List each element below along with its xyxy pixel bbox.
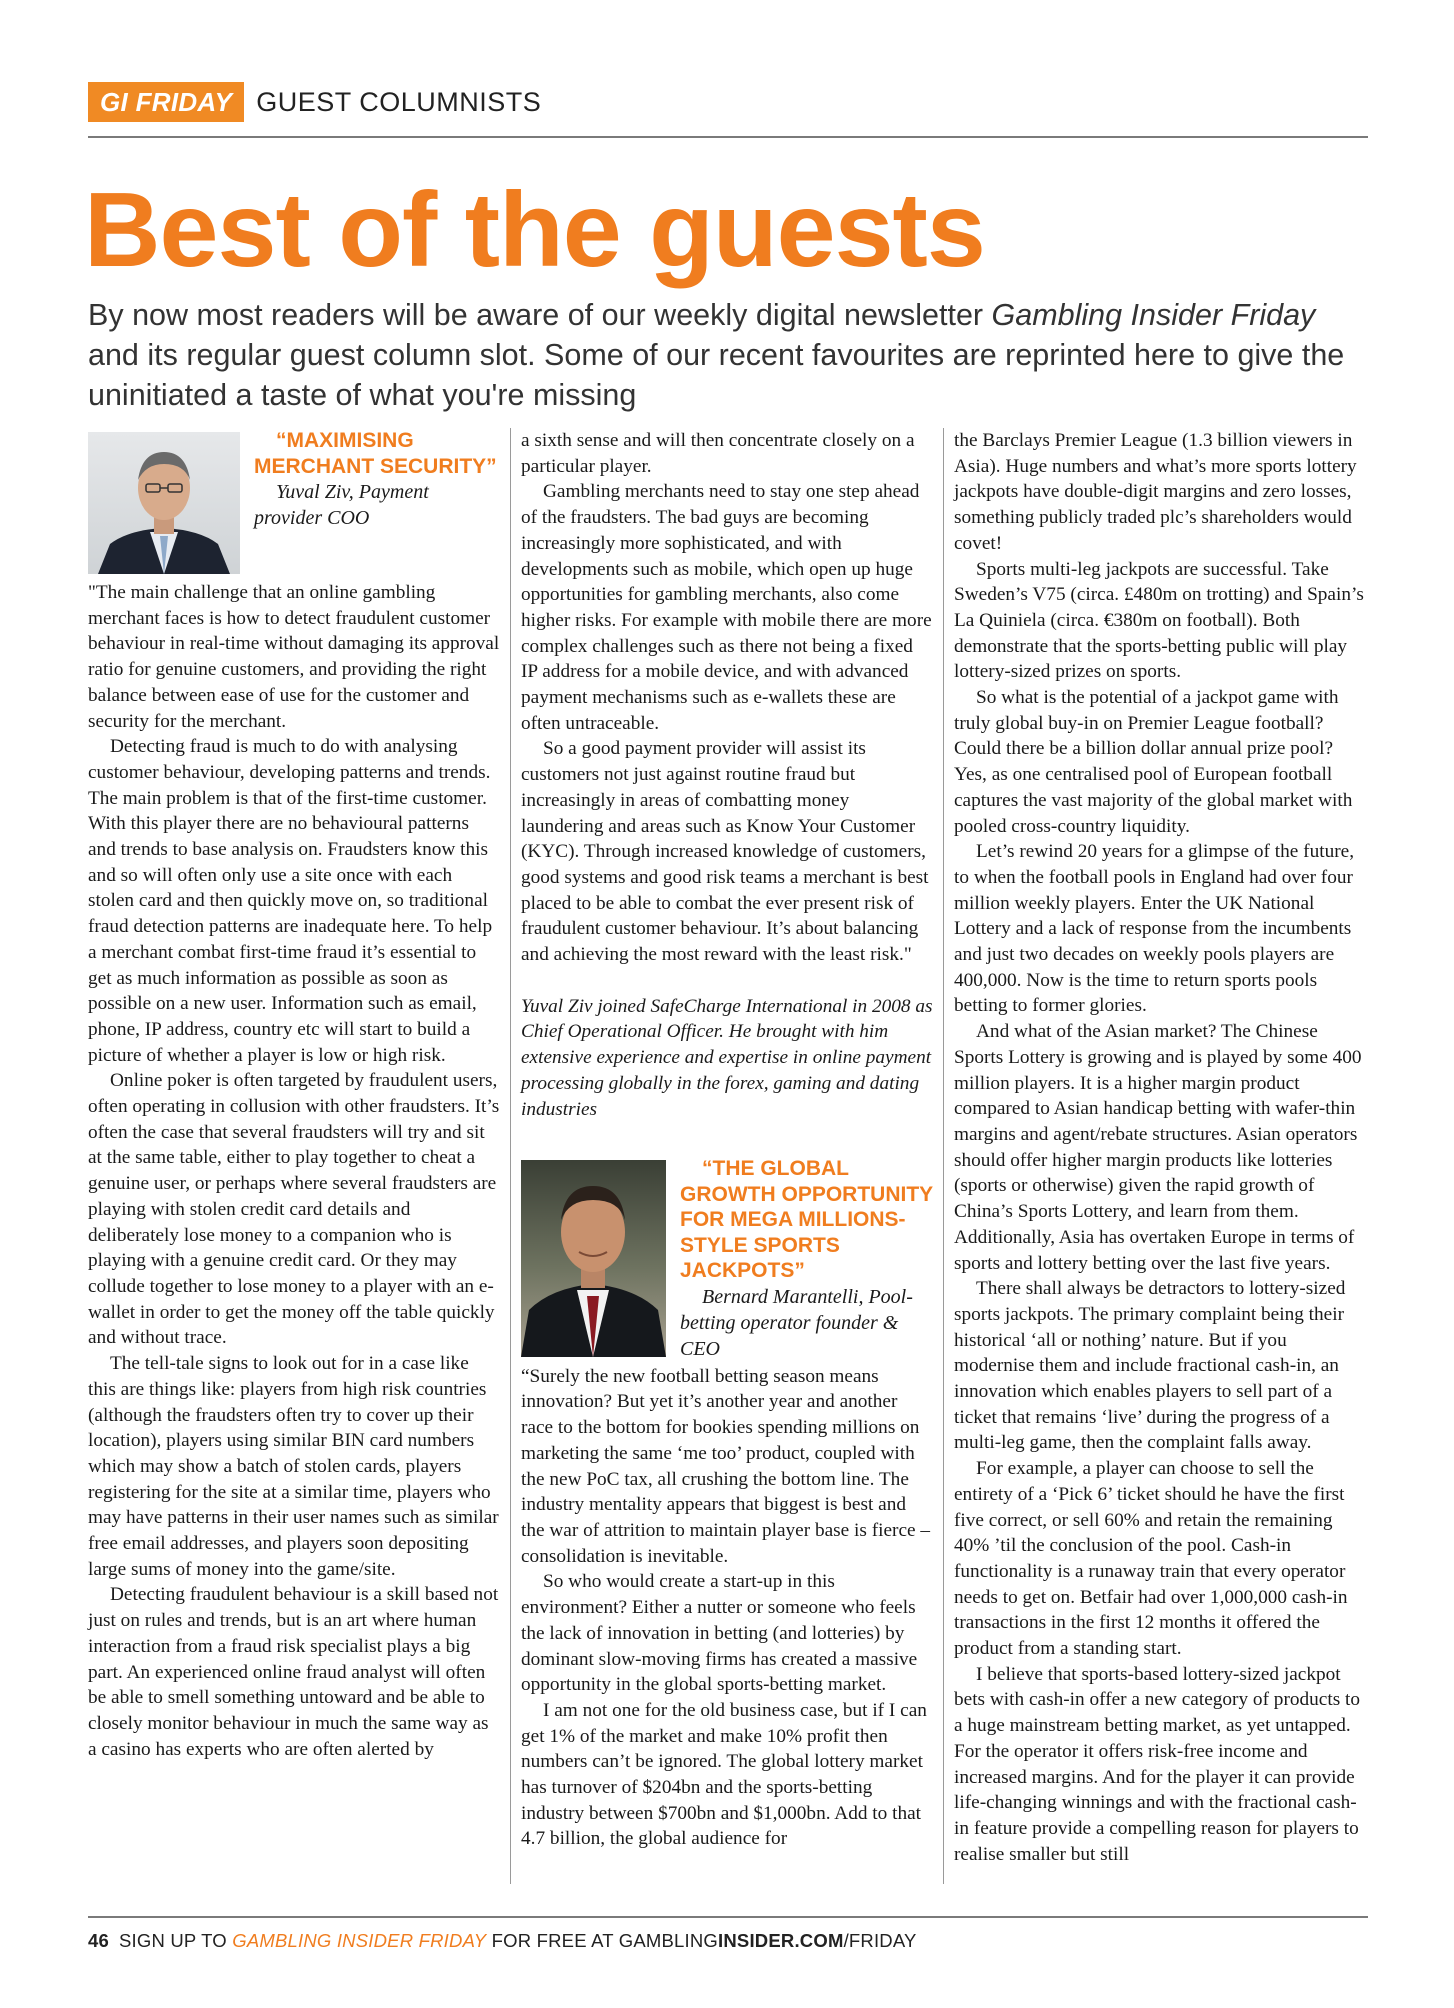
header-rule <box>88 136 1368 138</box>
page-number: 46 <box>88 1930 109 1951</box>
article2-paragraph: So who would create a start-up in this environment? Either a nutter or someone who feels the lack of innovation in betting (and lotteries) by dominant slow-moving firms has created a massive opportunity in the global sports-betting market. <box>521 1571 918 1696</box>
article2-paragraph: I am not one for the old business case, but if I can get 1% of the market and make 10% profit then numbers can’t be ignored. The global lottery market has turnover of $204bn and the sports-betting industry between $700bn and $1,000bn. Add to that 4.7 billion, the global audience for <box>521 1699 927 1850</box>
column-3 <box>954 428 1366 1867</box>
article2-paragraph: Let’s rewind 20 years for a glimpse of the future, to when the football pools in England had over four million weekly players. Enter the UK National Lottery and a lack of response from the incumbents and just two decades on weekly pools players are 400,000. Now is the time to return sports pools betting to former glories. <box>954 841 1355 1017</box>
article2-paragraph: Sports multi-leg jackpots are successful. Take Sweden’s V75 (circa. £480m on trotting) and Spain’s La Quiniela (circa. €380m on football). Both demonstrate that the sports-betting public will play lottery-sized prizes on sports. <box>954 558 1364 683</box>
footer-url-domain[interactable]: INSIDER.COM <box>718 1930 844 1951</box>
author-photo-bernard-marantelli <box>521 1160 666 1357</box>
standfirst-text-1: By now most readers will be aware of our weekly digital newsletter <box>88 298 992 332</box>
article1-paragraph: "The main challenge that an online gambling merchant faces is how to detect fraudulent customer behaviour in real-time without damaging its approval ratio for genuine customers, and providing the right balance between ease of use for the customer and security for the merchant. <box>88 582 500 732</box>
article2-paragraph: And what of the Asian market? The Chinese Sports Lottery is growing and is played by some 400 million players. It is a higher margin product compared to Asian handicap betting with wafer-thin margins and agent/rebate structures. Asian operators should offer higher margin products like lotteries (sports or otherwise) given the rapid growth of China’s Sports Lottery, and learn from them. Additionally, Asia has overtaken Europe in terms of sports and lottery betting over the last five years. <box>954 1021 1362 1274</box>
newsletter-name: Gambling Insider Friday <box>991 298 1316 332</box>
section-header <box>88 82 541 122</box>
footer-rule <box>88 1916 1368 1918</box>
article2-paragraph: So what is the potential of a jackpot game with truly global buy-in on Premier League football? Could there be a billion dollar annual prize pool? Yes, as one centralised pool of European football captures the vast majority of the global market with pooled cross-country liquidity. <box>954 687 1353 837</box>
column-divider <box>510 428 511 1884</box>
author-photo-yuval-ziv <box>88 432 240 574</box>
article1-author-bio: Yuval Ziv joined SafeCharge International in 2008 as Chief Operational Officer. He brought with him extensive experience and expertise in online payment processing globally in the forex, gaming and dating industries <box>521 995 933 1120</box>
standfirst <box>88 295 1348 415</box>
article1-paragraph: The tell-tale signs to look out for in a case like this are things like: players from high risk countries (although the fraudsters often try to cover up their location), players using similar BIN card numbers which may show a batch of stolen cards, players registering for the site at a similar time, players who may have patterns in their user names such as similar free email addresses, and players soon depositing large sums of money into the game/site. <box>88 1353 499 1580</box>
article2-intro <box>680 1156 933 1362</box>
article2-headline: “THE GLOBAL GROWTH OPPORTUNITY FOR MEGA MILLIONS-STYLE SPORTS JACKPOTS” <box>680 1157 933 1283</box>
footer-newsletter-name: GAMBLING INSIDER FRIDAY <box>232 1930 487 1951</box>
page-title: Best of the guests <box>84 171 985 289</box>
article1-paragraph: Online poker is often targeted by fraudulent users, often operating in collusion with other fraudsters. It’s often the case that several fraudsters will try and sit at the same table, either to play together to cheat a genuine user, or perhaps where several fraudsters are playing with stolen credit card details and deliberately lose money to a companion who is playing with a genuine credit card. Or they may collude together to lose money to a player with an e-wallet in order to get the money off the table quickly and without trace. <box>88 1070 500 1349</box>
article2-paragraph: There shall always be detractors to lottery-sized sports jackpots. The primary complaint being their historical ‘all or nothing’ nature. But if you modernise them and include fractional cash-in, an innovation which enables players to sell part of a ticket that remains ‘live’ during the progress of a multi-leg game, then the complaint falls away. <box>954 1278 1346 1454</box>
article2-paragraph: I believe that sports-based lottery-sized jackpot bets with cash-in offer a new category of products to a huge mainstream betting market, as yet untapped. For the operator it offers risk-free income and increased margins. And for the player it can provide life-changing winnings and with the fractional cash-in feature provide a compelling reason for players to realise smaller but still <box>954 1663 1361 1865</box>
portrait-illustration <box>88 432 240 574</box>
article2-byline <box>521 1156 933 1362</box>
footer <box>88 1930 917 1952</box>
portrait-illustration <box>521 1160 666 1357</box>
footer-text: SIGN UP TO <box>118 1930 233 1951</box>
section-label: GUEST COLUMNISTS <box>256 86 542 117</box>
article2-paragraph: the Barclays Premier League (1.3 billion viewers in Asia). Huge numbers and what’s more sports lottery jackpots have double-digit margins and zero losses, something publicly traded plc’s shareholders would covet! <box>954 430 1357 554</box>
article1-paragraph: So a good payment provider will assist its customers not just against routine fraud but increasingly in areas of combatting money laundering and areas such as Know Your Customer (KYC). Through increased knowledge of customers, good systems and good risk teams a merchant is best placed to be able to combat the ever present risk of fraudulent customer behaviour. It’s about balancing and achieving the most reward with the least risk." <box>521 738 929 966</box>
column-1 <box>88 428 500 1762</box>
article1-paragraph: Gambling merchants need to stay one step ahead of the fraudsters. The bad guys are becoming increasingly more sophisticated, and with developments such as mobile, which open up huge opportunities for gambling merchants, also come higher risks. For example with mobile there are more complex challenges such as there not being a fixed IP address for a mobile device, and with advanced payment mechanisms such as e-wallets these are often untraceable. <box>521 481 932 734</box>
article1-byline <box>88 428 500 574</box>
article1-intro <box>254 428 500 531</box>
article2-paragraph: For example, a player can choose to sell the entirety of a ‘Pick 6’ ticket should he have the first five correct, or sell 60% and retain the remaining 40% ’til the conclusion of the pool. Cash-in functionality is a runaway train that every operator needs to get on. Betfair had over 1,000,000 cash-in transactions in the first 12 months it offered the product from a standing start. <box>954 1458 1348 1660</box>
article1-paragraph: Detecting fraud is much to do with analysing customer behaviour, developing patterns and trends. The main problem is that of the first-time customer. With this player there are no behavioural patterns and trends to base analysis on. Fraudsters know this and so will often only use a site once with each stolen card and then quickly move on, so traditional fraud detection patterns are inadequate here. To help a merchant combat first-time fraud it’s essential to get as much information as possible as soon as possible on a new user. Information such as email, phone, IP address, country etc will start to build a picture of whether a player is low or high risk. <box>88 736 493 1066</box>
article1-author: Yuval Ziv, Payment provider COO <box>254 481 429 529</box>
article2-author: Bernard Marantelli, Pool-betting operator founder & CEO <box>680 1285 913 1360</box>
standfirst-text-2: and its regular guest column slot. Some of our recent favourites are reprinted here to give the uninitiated a taste of what you're missing <box>88 338 1345 412</box>
gi-friday-badge: GI FRIDAY <box>88 82 244 122</box>
article1-paragraph: a sixth sense and will then concentrate closely on a particular player. <box>521 430 915 477</box>
column-divider <box>943 428 944 1884</box>
article2-paragraph: “Surely the new football betting season means innovation? But yet it’s another year and another race to the bottom for bookies spending millions on marketing the same ‘me too’ product, coupled with the new PoC tax, all crushing the bottom line. The industry mentality appears that biggest is best and the war of attrition to maintain player base is fierce – consolidation is inevitable. <box>521 1365 931 1567</box>
article1-headline: “MAXIMISING MERCHANT SECURITY” <box>254 429 497 478</box>
article1-paragraph: Detecting fraudulent behaviour is a skill based not just on rules and trends, but is an art where human interaction from a fraud risk specialist plays a big part. An experienced online fraud analyst will often be able to smell something untoward and be able to closely monitor behaviour in much the same way as a casino has experts who are often alerted by <box>88 1584 499 1760</box>
footer-text: FOR FREE AT GAMBLING <box>486 1930 719 1951</box>
footer-url-path[interactable]: /FRIDAY <box>843 1930 917 1951</box>
column-2 <box>521 428 933 1852</box>
